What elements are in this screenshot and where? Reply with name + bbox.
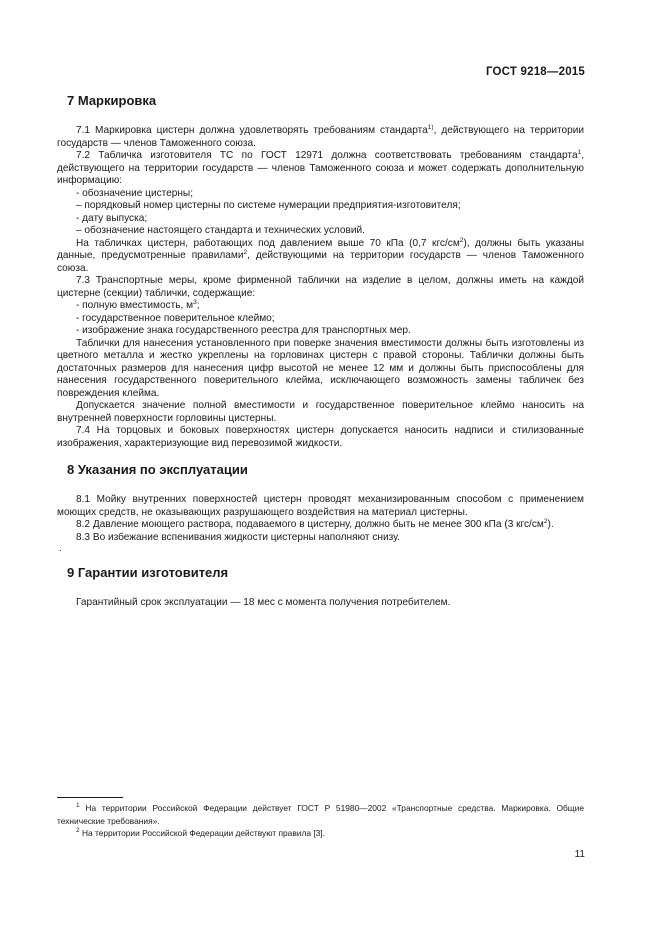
paragraph-text: 8.3 Во избежание вспенивания жидкости цистерны наполняют снизу. — [76, 531, 400, 543]
paragraph-text: , действующего на территории государств — членов Таможенного союза. — [57, 125, 584, 149]
paragraph-text: , действующими на территории государств — членов Таможенного союза. — [57, 250, 584, 274]
main-content — [57, 93, 584, 610]
paragraph — [57, 188, 584, 201]
paragraph — [57, 325, 584, 338]
document-code-header: ГОСТ 9218—2015 — [485, 66, 585, 78]
paragraph-text: – порядковый номер цистерны по системе нумерации предприятия-изготовителя; — [76, 200, 461, 211]
paragraph-text: - дату выпуска; — [76, 212, 148, 224]
footnote — [57, 802, 584, 827]
paragraph-text: 7.1 Маркировка цистерн должна удовлетворять требованиям стандарта — [76, 125, 428, 136]
paragraph — [57, 338, 584, 401]
paragraph-text: 8.1 Мойку внутренних поверхностей цистерн проводят механизированным способом с применением моющих средств, не оказывающих разрушающего воздействия на материал цистерны. — [57, 494, 584, 518]
paragraph-text: ), должны быть указаны данные, предусмотренные правилами — [57, 237, 584, 261]
footnotes — [57, 802, 584, 840]
paragraph-text: ). — [547, 519, 554, 530]
paragraph — [57, 313, 584, 326]
paragraph — [57, 225, 584, 238]
paragraph — [57, 300, 584, 313]
footnote-text: На территории Российской Федерации действует ГОСТ Р 51980—2002 «Транспортные средства. Маркировка. Общие технические требования». — [57, 803, 584, 826]
paragraph-text: ; — [196, 300, 200, 311]
stray-mark: . — [59, 543, 62, 554]
footnote-number: 1 — [76, 802, 80, 809]
section-spacer — [57, 450, 584, 462]
paragraph-text: 7.4 На торцовых и боковых поверхностях цистерн допускается наносить надписи и стилизованные изображения, характеризующие вид перевозимой жидкости. — [57, 425, 584, 449]
paragraph — [57, 125, 584, 150]
paragraph-text: – обозначение настоящего стандарта и технических условий. — [76, 225, 365, 236]
paragraph-text: Гарантийный срок эксплуатации — 18 мес с момента получения потребителем. — [76, 597, 451, 608]
paragraph-text: Таблички для нанесения установленного при поверке значения вместимости должны быть изготовлены из цветного металла и жестко укреплены на горловинах цистерн с правой стороны. Таблички должны быть достаточных размеров для нанесения цифр высотой не менее 12 мм и должны быть приспособлены для нанесения государственного поверительного клейма, исключающего возможность замены табличек без повреждения клейма. — [57, 337, 584, 399]
paragraph — [57, 238, 584, 276]
paragraph — [57, 597, 584, 610]
paragraph — [57, 150, 584, 188]
footnote — [57, 827, 584, 840]
section-title: 7 Маркировка — [67, 93, 157, 108]
footnote-ref: 1 — [577, 149, 582, 156]
paragraph — [57, 213, 584, 226]
paragraph — [57, 425, 584, 450]
footnote-number: 2 — [76, 827, 80, 834]
paragraph — [57, 400, 584, 425]
paragraph-text: - полную вместимость, м — [76, 300, 194, 311]
paragraph-text: - государственное поверительное клеймо; — [76, 312, 275, 324]
section-title: 9 Гарантии изготовителя — [67, 565, 229, 580]
paragraph — [57, 200, 584, 213]
paragraph-text: 8.2 Давление моющего раствора, подаваемого в цистерну, должно быть не менее 300 кПа (3 кгс/см — [76, 519, 544, 530]
paragraph-text: 7.2 Табличка изготовителя ТС по ГОСТ 12971 должна соответствовать требованиям стандарта — [76, 150, 578, 161]
footnote-ref: 2 — [543, 518, 548, 525]
footnote-ref: 3 — [193, 299, 197, 306]
page-number: 11 — [574, 849, 585, 860]
paragraph — [57, 275, 584, 300]
footnote-ref: 1) — [427, 124, 434, 131]
paragraph-text: , действующего на территории государств — членов Таможенного союза и может содержать дополнительную информацию: — [57, 150, 584, 186]
paragraph-text: - изображение знака государственного реестра для транспортных мер. — [76, 325, 411, 336]
paragraph — [57, 519, 584, 532]
section-title: 8 Указания по эксплуатации — [67, 462, 248, 477]
paragraph-text: - обозначение цистерны; — [76, 187, 193, 199]
paragraph-text: На табличках цистерн, работающих под давлением выше 70 кПа (0,7 кгс/см — [76, 237, 460, 249]
footnote-ref: 2 — [459, 236, 464, 244]
footnote-ref: 2 — [243, 249, 248, 256]
paragraph — [57, 532, 584, 545]
section-spacer — [57, 553, 584, 565]
paragraph — [57, 494, 584, 519]
paragraph-text: Допускается значение полной вместимости и государственное поверительное клеймо наносить на внутренней поверхности горловины цистерны. — [57, 400, 584, 424]
footnote-separator — [57, 797, 123, 798]
footnote-text: На территории Российской Федерации действуют правила [3]. — [79, 828, 325, 838]
paragraph-text: 7.3 Транспортные меры, кроме фирменной таблички на изделие в целом, должны иметь на каждой цистерне (секции) таблички, содержащие: — [57, 275, 584, 299]
